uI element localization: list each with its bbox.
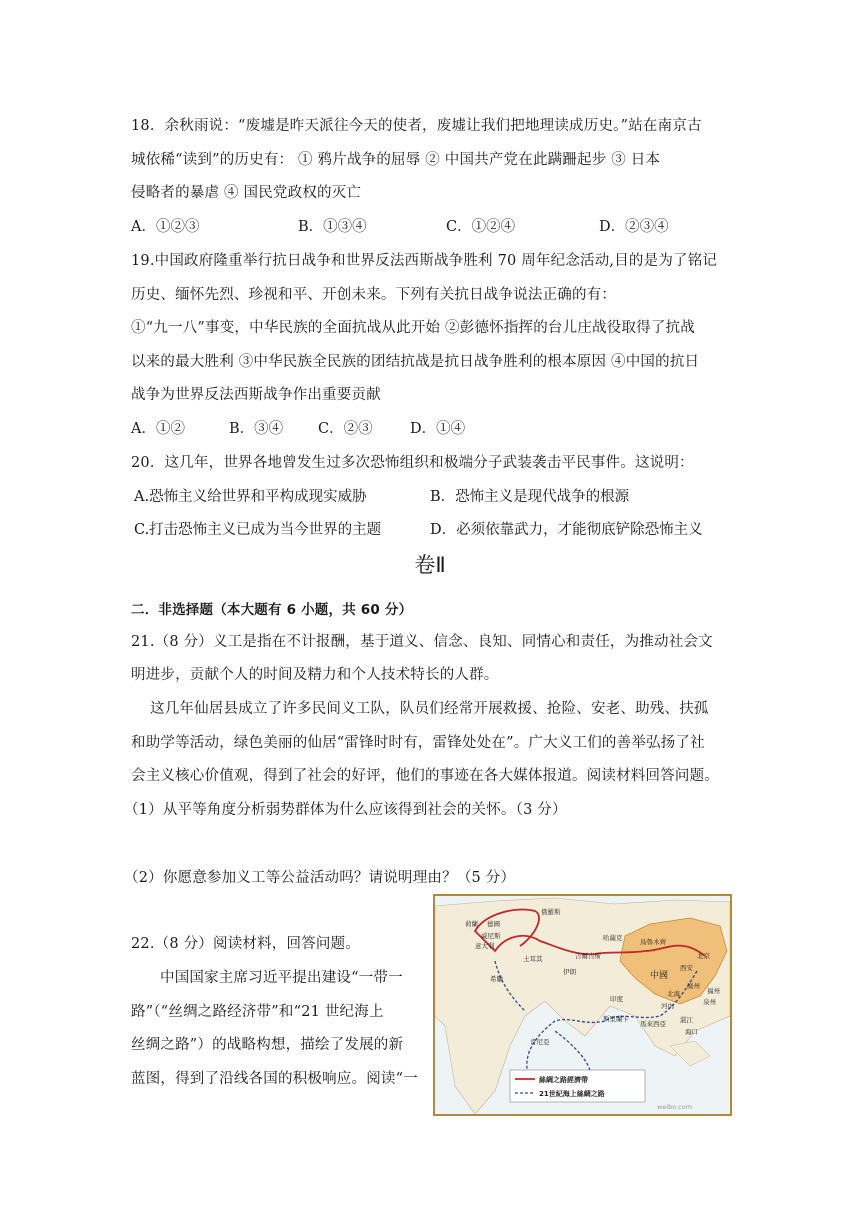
q18-stem-line2: 城依稀“读到”的历史有： ① 鸦片战争的屈辱 ② 中国共产党在此蹒跚起步 ③ 日本 [131,152,661,168]
map-label-quanzhou: 泉州 [703,998,716,1006]
q19-stem-line2: 历史、缅怀先烈、珍视和平、开创未来。下列有关抗日战争说法正确的有： [131,287,617,303]
q19-option-c: C．②③ [318,421,373,437]
q19-stem-line5: 战争为世界反法西斯战争作出重要贡献 [131,387,381,403]
map-label-greece: 希臘 [490,975,503,983]
map-label-kenya: 肯尼亞 [530,1038,550,1046]
map-label-iran: 伊朗 [563,968,576,976]
map-label-zhanjiang: 湛江 [680,1016,693,1024]
map-label-turkey: 土耳其 [523,955,543,963]
q21-para-line1: 这几年仙居县成立了许多民间义工队，队员们经常开展救援、抢险、安老、助残、扶孤 [150,701,709,717]
q19-stem-line3: ①“九一八”事变，中华民族的全面抗战从此开始 ②彭德怀指挥的台儿庄战役取得了抗战 [131,320,695,336]
map-label-fuzhou: 福州 [707,987,720,995]
map-label-india: 印度 [610,995,623,1003]
q18-option-d: D．②③④ [599,219,669,235]
q20-option-a: A.恐怖主义给世界和平构成现实威胁 [134,489,367,505]
q21-subquestion-1: （1）从平等角度分析弱势群体为什么应该得到社会的关怀。（3 分） [124,802,567,818]
q22-para-line4: 蓝图，得到了沿线各国的积极响应。阅读“一 [131,1071,418,1087]
q21-stem-line2: 明进步，贡献个人的时间及精力和个人技术特长的人群。 [131,667,499,683]
map-label-xian: 西安 [680,964,693,972]
map-label-china: 中國 [650,971,669,981]
map-label-beijing: 北京 [697,952,710,960]
q18-stem-line3: 侵略者的暴虐 ④ 国民党政权的灭亡 [131,185,362,201]
q19-stem-line1: 19.中国政府隆重举行抗日战争和世界反法西斯战争胜利 70 周年纪念活动,目的是为了铭记 [131,253,718,269]
map-label-haikou: 海口 [685,1028,698,1036]
q22-para-line2: 路”（“丝绸之路经济带”和“21 世纪海上 [131,1004,384,1020]
section-heading: 二．非选择题（本大题有 6 小题，共 60 分） [131,602,413,618]
map-label-germany: 德國 [487,920,500,928]
map-label-urumqi: 烏魯木齊 [640,938,666,946]
belt-and-road-map [433,894,732,1116]
q18-option-b: B．①③④ [298,219,367,235]
map-label-netherlands: 荷蘭 [465,920,478,928]
q18-option-c: C．①②④ [446,219,516,235]
map-label-venice: 威尼斯 [481,932,501,940]
section-title: 卷Ⅱ [414,553,446,577]
map-label-guangzhou: 廣州 [687,982,700,990]
map-label-kyrgyzstan: 吉爾吉斯 [575,952,601,960]
map-watermark: weibo.com [657,1103,693,1111]
legend-sea-label: 21世紀海上絲綢之路 [539,1090,605,1098]
map-label-italy: 意大利 [475,942,495,950]
q18-stem-line1: 18．余秋雨说：“废墟是昨天派往今天的使者，废墟让我们把地理读成历史。”站在南京古 [131,118,702,134]
q22-stem-line1: 22.（8 分）阅读材料，回答问题。 [131,936,360,952]
map-label-kazakhstan: 哈薩克 [603,934,623,942]
map-label-hanoi: 河內 [661,1002,674,1010]
q20-option-c: C.打击恐怖主义已成为当今世界的主题 [134,522,382,538]
q21-para-line3: 会主义核心价值观，得到了社会的好评，他们的事迹在各大媒体报道。阅读材料回答问题。 [131,768,719,784]
q20-option-d: D．必须依靠武力，才能彻底铲除恐怖主义 [430,522,703,538]
q19-option-a: A．①② [131,421,185,437]
q22-para-line3: 丝绸之路”）的战略构想，描绘了发展的新 [131,1037,404,1053]
q21-stem-line1: 21.（8 分）义工是指在不计报酬，基于道义、信念、良知、同情心和责任，为推动社会文 [131,634,713,650]
map-graphic [435,896,730,1114]
map-label-sri-lanka: 斯里蘭卡 [603,1015,629,1023]
q18-option-a: A．①②③ [131,219,200,235]
q22-para-line1: 中国国家主席习近平提出建设“一带一 [160,970,403,986]
q19-option-d: D．①④ [410,421,466,437]
map-label-russia: 俄羅斯 [541,908,561,916]
q20-option-b: B．恐怖主义是现代战争的根源 [430,489,630,505]
q21-para-line2: 和助学等活动，绿色美丽的仙居“雷锋时时有，雷锋处处在”。广大义工们的善举弘扬了社 [131,735,705,751]
q20-stem-line1: 20．这几年，世界各地曾发生过多次恐怖组织和极端分子武装袭击平民事件。这说明： [131,455,694,471]
legend-land-label: 絲綢之路經濟帶 [539,1076,588,1084]
map-label-malaysia: 馬來西亞 [640,1020,666,1028]
q19-option-b: B．③④ [229,421,284,437]
map-label-beihai: 北海 [667,990,680,998]
q19-stem-line4: 以来的最大胜利 ③中华民族全民族的团结抗战是抗日战争胜利的根本原因 ④中国的抗日 [131,354,700,370]
q21-subquestion-2: （2）你愿意参加义工等公益活动吗？请说明理由？（5 分） [124,870,516,886]
